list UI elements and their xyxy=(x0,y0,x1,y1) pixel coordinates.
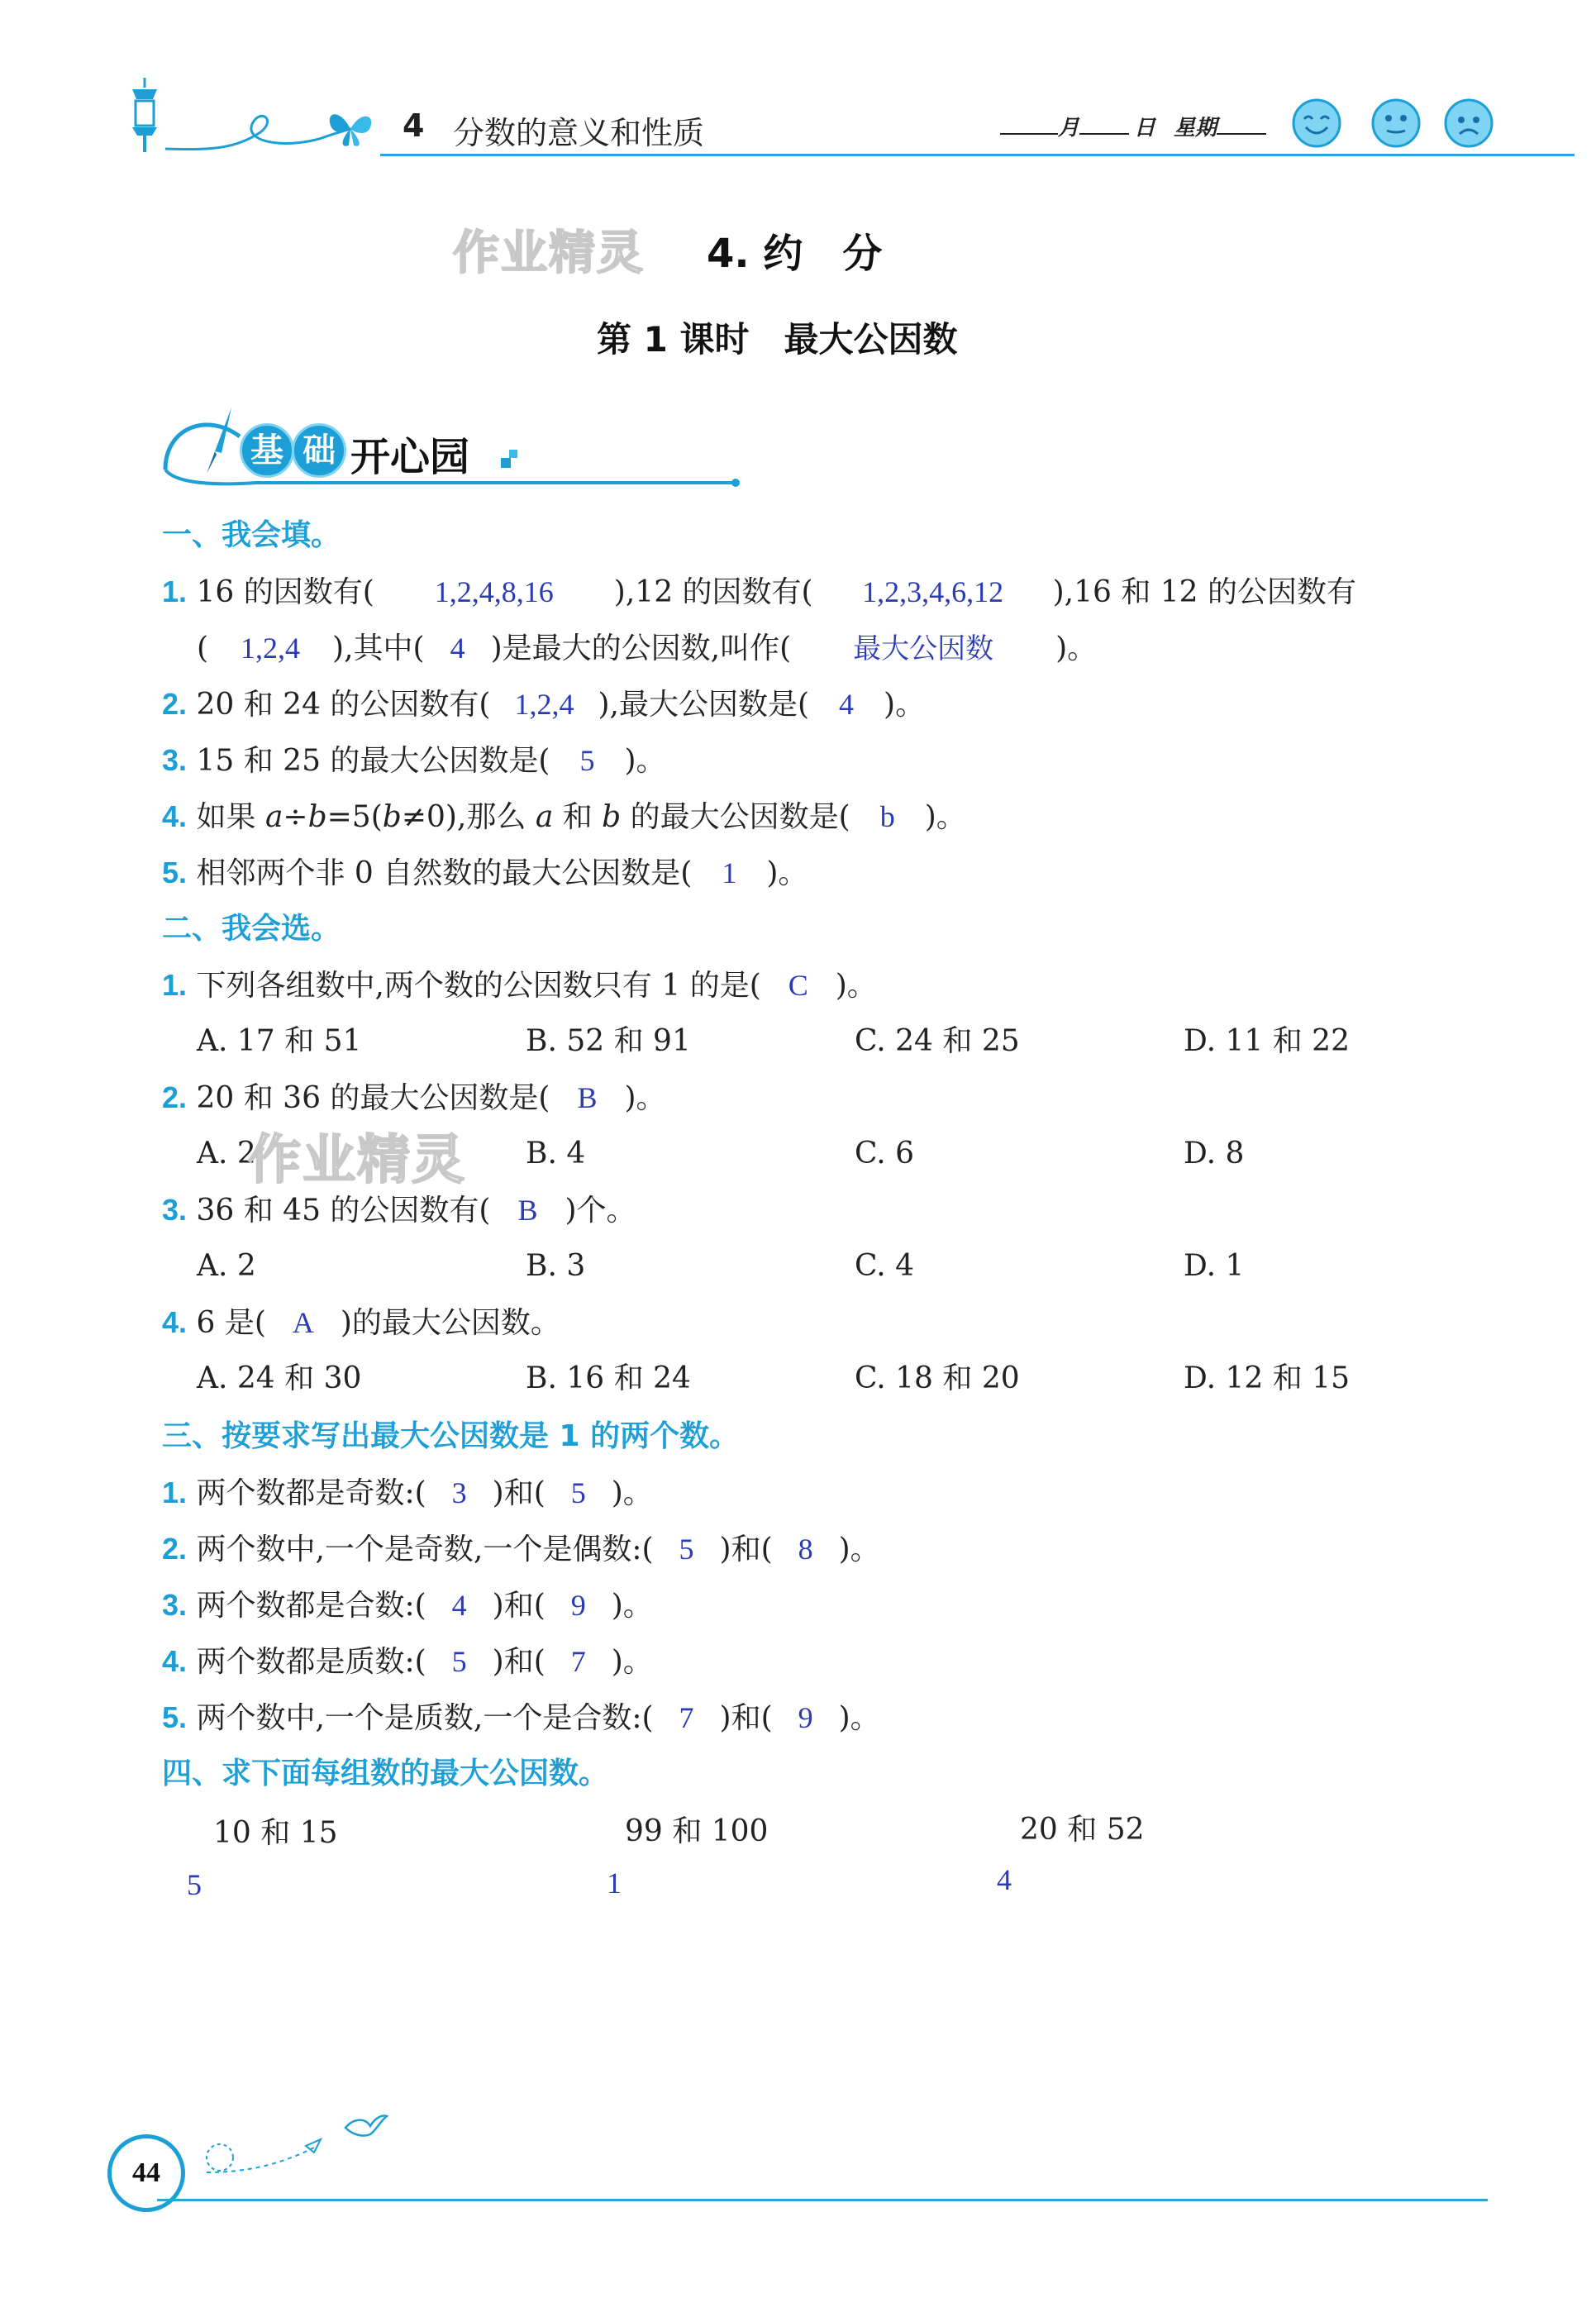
chapter-title: 分数的意义和性质 xyxy=(453,115,705,151)
s4-group-1-label: 10 和 15 xyxy=(213,1816,338,1850)
answer: 1 xyxy=(722,856,737,889)
answer: 9 xyxy=(798,1701,813,1734)
answer: 1,2,3,4,6,12 xyxy=(862,575,1004,608)
header-rule xyxy=(380,154,1575,156)
page-number-badge: 44 xyxy=(107,2134,185,2212)
s4-group-2-label: 99 和 100 xyxy=(625,1814,769,1848)
s4-group-3-answer: 4 xyxy=(997,1863,1012,1896)
smiley-sad-icon xyxy=(1443,98,1494,149)
s1-q1-line1: 1. 16 的因数有( 1,2,4,8,16 ),12 的因数有( 1,2,3,4,6,12 ),16 和 12 的公因数有 xyxy=(162,574,1357,609)
watermark: 作业精灵 xyxy=(453,226,645,280)
section-4-heading: 四、求下面每组数的最大公因数。 xyxy=(162,1757,609,1790)
section-2-heading: 二、我会选。 xyxy=(162,912,341,946)
butterfly-icon xyxy=(324,101,377,154)
answer: 9 xyxy=(570,1589,586,1622)
answer: C xyxy=(788,969,808,1002)
bird-icon xyxy=(342,2110,388,2143)
smiley-neutral-icon xyxy=(1370,98,1422,149)
answer: 4 xyxy=(839,688,855,721)
answer: 5 xyxy=(679,1533,694,1566)
s2-q1-option-c: C. 24 和 25 xyxy=(855,1024,1020,1058)
s2-q1-option-b: B. 52 和 91 xyxy=(526,1024,691,1058)
s1-q3: 3. 15 和 25 的最大公因数是( 5 )。 xyxy=(162,743,666,778)
s2-q2: 2. 20 和 36 的最大公因数是( B )。 xyxy=(162,1080,666,1115)
answer: 1,2,4,8,16 xyxy=(434,575,554,608)
answer: 5 xyxy=(579,744,595,777)
s3-item-1: 1. 两个数都是奇数:( 3 )和( 5 )。 xyxy=(162,1476,653,1510)
smiley-happy-icon xyxy=(1291,98,1342,149)
s3-item-4: 4. 两个数都是质数:( 5 )和( 7 )。 xyxy=(162,1644,653,1679)
chapter-number: 4 xyxy=(403,107,425,144)
lantern-icon xyxy=(124,76,165,155)
s4-group-1-answer: 5 xyxy=(187,1868,202,1901)
answer: B xyxy=(517,1194,538,1227)
s2-q2-option-d: D. 8 xyxy=(1184,1137,1245,1170)
s2-q4-option-d: D. 12 和 15 xyxy=(1184,1361,1350,1395)
watermark-2: 作业精灵 xyxy=(248,1130,466,1191)
answer: 7 xyxy=(570,1645,586,1678)
s2-q2-option-a: A. 2 xyxy=(197,1137,256,1170)
s2-q3-option-d: D. 1 xyxy=(1184,1249,1245,1283)
lesson-title: 4. 约 分 xyxy=(707,231,883,277)
s2-q4-option-a: A. 24 和 30 xyxy=(197,1361,362,1395)
s2-q2-option-c: C. 6 xyxy=(855,1137,915,1170)
s1-q1-line2: ( 1,2,4 ),其中( 4 )是最大的公因数,叫作( 最大公因数 )。 xyxy=(197,632,1098,665)
s2-q4-option-c: C. 18 和 20 xyxy=(855,1361,1020,1395)
section-1-heading: 一、我会填。 xyxy=(162,518,341,552)
lesson-subtitle: 第 1 课时 最大公因数 xyxy=(597,319,958,360)
s2-q4-option-b: B. 16 和 24 xyxy=(526,1361,691,1395)
footer-rule xyxy=(157,2199,1488,2201)
s2-q4: 4. 6 是( A )的最大公因数。 xyxy=(162,1305,560,1340)
s2-q1-option-d: D. 11 和 22 xyxy=(1184,1024,1350,1058)
date-field: 月 日 星期 xyxy=(1000,111,1266,141)
s3-item-5: 5. 两个数中,一个是质数,一个是合数:( 7 )和( 9 )。 xyxy=(162,1700,880,1735)
s1-q4: 4. 如果 a÷b=5(b≠0),那么 a 和 b 的最大公因数是( b )。 xyxy=(162,799,966,834)
s1-q5: 5. 相邻两个非 0 自然数的最大公因数是( 1 )。 xyxy=(162,856,808,890)
s3-item-3: 3. 两个数都是合数:( 4 )和( 9 )。 xyxy=(162,1588,653,1623)
answer: 最大公因数 xyxy=(853,632,994,665)
s4-group-3-label: 20 和 52 xyxy=(1020,1813,1145,1847)
answer: 3 xyxy=(451,1476,467,1509)
answer: 4 xyxy=(451,1589,467,1622)
s1-q2: 2. 20 和 24 的公因数有( 1,2,4 ),最大公因数是( 4 )。 xyxy=(162,687,926,722)
s3-item-2: 2. 两个数中,一个是奇数,一个是偶数:( 5 )和( 8 )。 xyxy=(162,1532,880,1566)
banner-title: 开心园 xyxy=(350,434,470,480)
s4-group-2-answer: 1 xyxy=(607,1866,622,1900)
banner-circle-2: 础 xyxy=(292,423,346,478)
s2-q3-option-b: B. 3 xyxy=(526,1249,586,1283)
s2-q3-option-c: C. 4 xyxy=(855,1249,915,1283)
answer: 1,2,4 xyxy=(514,688,574,721)
answer: b xyxy=(879,800,895,833)
s2-q1: 1. 下列各组数中,两个数的公因数只有 1 的是( C )。 xyxy=(162,968,877,1003)
answer: 8 xyxy=(798,1533,813,1566)
s2-q2-option-b: B. 4 xyxy=(526,1137,586,1170)
answer: 7 xyxy=(679,1701,694,1734)
section-3-heading: 三、按要求写出最大公因数是 1 的两个数。 xyxy=(162,1419,740,1453)
answer: 5 xyxy=(451,1645,467,1678)
banner-circle-1: 基 xyxy=(240,423,294,478)
answer: A xyxy=(292,1306,314,1339)
s2-q1-option-a: A. 17 和 51 xyxy=(197,1024,362,1058)
answer: B xyxy=(577,1081,598,1114)
answer: 5 xyxy=(570,1476,586,1509)
answer: 4 xyxy=(450,632,465,665)
answer: 1,2,4 xyxy=(241,632,301,665)
s2-q3: 3. 36 和 45 的公因数有( B )个。 xyxy=(162,1193,636,1228)
s2-q3-option-a: A. 2 xyxy=(197,1249,256,1283)
